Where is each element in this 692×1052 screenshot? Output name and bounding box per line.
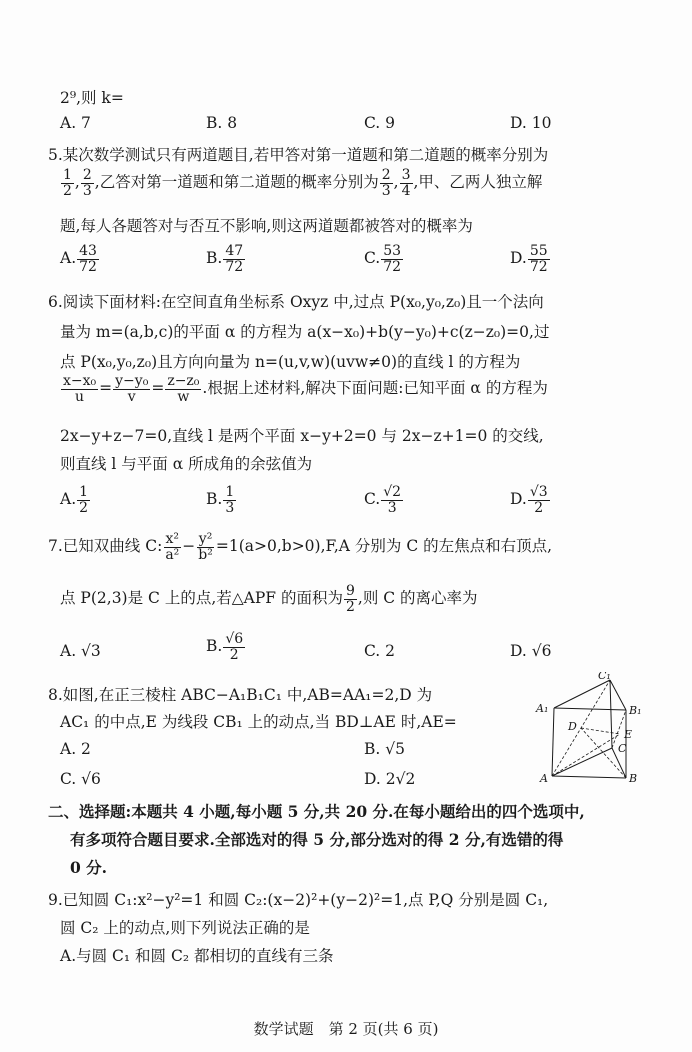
q7-option-c: C. 2 xyxy=(364,642,396,660)
q6-line2: 量为 m=(a,b,c)的平面 α 的方程为 a(x−x₀)+b(y−y₀)+c(z−z₀)=0,过 xyxy=(60,323,550,341)
label-b: B xyxy=(629,772,638,785)
q6-option-c: C. $\frac{√2}{3}$ xyxy=(364,484,402,516)
q5-frac-a: $\frac{1}{2}$ xyxy=(63,167,72,199)
q5-frac-c: $\frac{2}{3}$ xyxy=(381,167,391,199)
q4-option-b: B. 8 xyxy=(206,114,238,132)
label-a: A xyxy=(540,772,548,785)
prism-figure xyxy=(534,672,644,790)
label-c: C xyxy=(618,742,627,755)
q8-line1: 8.如图,在正三棱柱 ABC−A₁B₁C₁ 中,AB=AA₁=2,D 为 xyxy=(48,686,433,704)
q6-line1: 6.阅读下面材料:在空间直角坐标系 Oxyz 中,过点 P(x₀,y₀,z₀)且一个法向 xyxy=(48,293,544,311)
q8-option-c: C. √6 xyxy=(60,770,101,788)
q9-option-a: A.与圆 C₁ 和圆 C₂ 都相切的直线有三条 xyxy=(60,947,334,965)
q6-line3: 点 P(x₀,y₀,z₀)且方向向量为 n=(u,v,w)(uvw≠0)的直线 l 的方程为 xyxy=(60,353,521,371)
q7-frac-x: $\frac{\text{x²}}{\text{a²}}$ xyxy=(165,531,180,563)
label-b1: B₁ xyxy=(629,704,642,717)
q8-option-a: A. 2 xyxy=(60,740,91,758)
q4-option-c: C. 9 xyxy=(364,114,396,132)
q5-option-b: B. $\frac{47}{72}$ xyxy=(206,243,244,275)
q9-line1: 9.已知圆 C₁:x²−y²=1 和圆 C₂:(x−2)²+(y−2)²=1,点 P,Q 分别是圆 C₁, xyxy=(48,891,549,909)
q7-frac-y: $\frac{\text{y²}}{\text{b²}}$ xyxy=(198,531,213,563)
q5-option-d: D. $\frac{55}{72}$ xyxy=(510,243,548,275)
q7-option-d: D. √6 xyxy=(510,642,552,660)
q6-option-d: D. $\frac{√3}{2}$ xyxy=(510,484,548,516)
q6-frac-z: $\frac{\text{z−z₀}}{w}$ xyxy=(167,373,200,405)
q5-frac-b: $\frac{2}{3}$ xyxy=(82,167,92,199)
label-e: E xyxy=(624,728,633,741)
label-c1: C₁ xyxy=(598,672,611,682)
q7-option-b: B. $\frac{√6}{2}$ xyxy=(206,631,244,663)
q6-option-b: B. $\frac{1}{3}$ xyxy=(206,484,235,516)
q6-frac-y: $\frac{\text{y−y₀}}{v}$ xyxy=(115,373,149,405)
q5-option-c: C. $\frac{53}{72}$ xyxy=(364,243,402,275)
section2-line3: 0 分. xyxy=(70,858,108,877)
page-footer: 数学试题 第 2 页(共 6 页) xyxy=(253,1020,439,1038)
q6-line5: 2x−y+z−7=0,直线 l 是两个平面 x−y+2=0 与 2x−z+1=0 的交线, xyxy=(60,427,544,445)
q8-option-b: B. √5 xyxy=(364,740,405,758)
q4-option-d: D. 10 xyxy=(510,114,552,132)
q6-line6: 则直线 l 与平面 α 所成角的余弦值为 xyxy=(60,455,313,473)
q7-line1: 7.已知双曲线 C: $\frac{\text{x²}}{\text{a²}}$ − $\frac{\text{y²}}{\text{b²}}$ =1(a>0,b>0),F,A 分别为 C 的左焦点和右顶点, xyxy=(48,531,553,563)
q7-option-a: A. √3 xyxy=(60,642,101,660)
q8-option-d: D. 2√2 xyxy=(364,770,416,788)
q8-line2: AC₁ 的中点,E 为线段 CB₁ 上的动点,当 BD⊥AE 时,AE= xyxy=(60,713,457,731)
q7-frac-area: $\frac{9}{2}$ xyxy=(345,583,355,615)
q5-option-a: A. $\frac{43}{72}$ xyxy=(60,243,97,275)
q4-continuation: 2⁹,则 k= xyxy=(60,89,124,107)
q5-line1: 5.某次数学测试只有两道题目,若甲答对第一道题和第二道题的概率分别为 xyxy=(48,146,549,164)
q6-line4: $\frac{\text{x−x₀}}{u}$ = $\frac{\text{y−y₀}}{v}$ = $\frac{\text{z−z₀}}{w}$ .根据上述材料,解决下面问题:已知平面 α 的方程为 xyxy=(63,373,548,405)
q4-option-a: A. 7 xyxy=(60,114,91,132)
q9-line2: 圆 C₂ 上的动点,则下列说法正确的是 xyxy=(60,919,310,937)
q6-option-a: A. $\frac{1}{2}$ xyxy=(60,484,89,516)
q5-frac-d: $\frac{3}{4}$ xyxy=(401,167,411,199)
label-d: D xyxy=(568,720,577,733)
section2-line2: 有多项符合题目要求.全部选对的得 5 分,部分选对的得 2 分,有选错的得 xyxy=(70,830,564,849)
label-a1: A₁ xyxy=(536,702,549,715)
q7-line2: 点 P(2,3)是 C 上的点,若△APF 的面积为 $\frac{9}{2}$ ,则 C 的离心率为 xyxy=(60,583,478,615)
section2-line1: 二、选择题:本题共 4 小题,每小题 5 分,共 20 分.在每小题给出的四个选项中, xyxy=(48,802,585,821)
q5-line2: $\frac{1}{2}$ , $\frac{2}{3}$ ,乙答对第一道题和第二道题的概率分别为 $\frac{2}{3}$ , $\frac{3}{4}$ ,甲、乙两人独立解 xyxy=(63,167,543,199)
q6-frac-x: $\frac{\text{x−x₀}}{u}$ xyxy=(63,373,97,405)
q5-line3: 题,每人各题答对与否互不影响,则这两道题都被答对的概率为 xyxy=(60,217,473,235)
